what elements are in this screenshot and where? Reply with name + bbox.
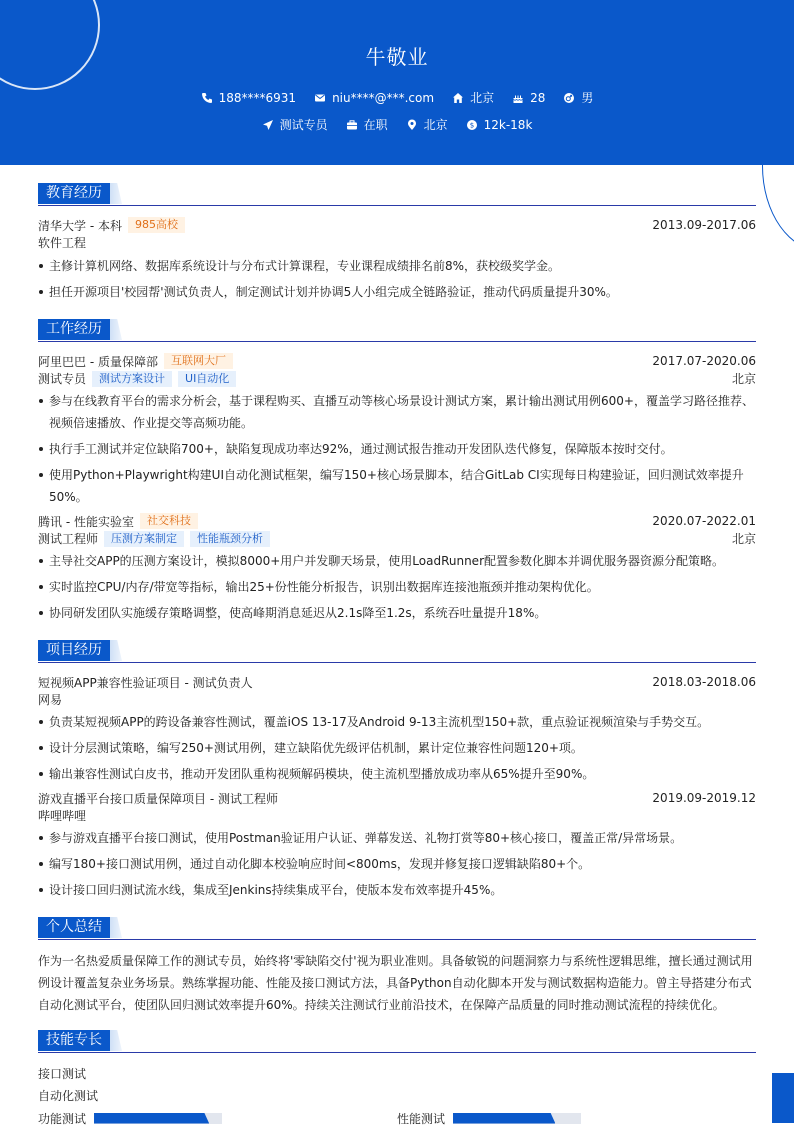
skill-tag: 测试方案设计	[92, 371, 172, 387]
school-name: 清华大学 - 本科	[38, 218, 122, 233]
city-text: 北京	[470, 91, 495, 105]
skill-bar-item	[38, 1110, 397, 1127]
company-name: 腾讯 - 性能实验室	[38, 514, 134, 529]
mail-icon	[314, 92, 326, 104]
section-header	[38, 319, 756, 342]
skills-section	[38, 1030, 756, 1129]
resume-header	[0, 0, 794, 165]
gender-item	[563, 89, 593, 106]
section-header	[38, 183, 756, 206]
skill-bar-fill	[94, 1113, 209, 1124]
decor-block	[772, 1073, 794, 1123]
project-company: 哔哩哔哩	[38, 809, 87, 823]
location-pin-icon	[406, 119, 418, 131]
candidate-name: 牛敬业	[365, 45, 429, 69]
section-title-tail	[110, 917, 122, 938]
work-section	[38, 319, 756, 624]
school-tag: 985高校	[128, 217, 185, 233]
status-item	[346, 116, 388, 133]
company-name: 阿里巴巴 - 质量保障部	[38, 354, 158, 369]
target-city-item	[406, 116, 448, 133]
skill-tag: UI自动化	[178, 371, 236, 387]
position-text: 测试专员	[279, 118, 328, 132]
project-entry-head	[38, 673, 756, 691]
major: 软件工程	[38, 236, 87, 250]
list-item: 输出兼容性测试白皮书，推动开发团队重构视频解码模块，使主流机型播放成功率从65%提升至90%。	[38, 763, 756, 785]
skill-bar-item	[397, 1110, 756, 1127]
briefcase-icon	[346, 119, 358, 131]
skill-bar-label: 功能测试	[38, 1111, 87, 1126]
role: 测试工程师	[38, 532, 99, 546]
gender-icon	[563, 92, 575, 104]
age-text: 28	[530, 90, 546, 105]
work-date: 2020.07-2022.01	[652, 514, 756, 528]
work-entry-head	[38, 352, 756, 370]
phone-icon	[201, 92, 213, 104]
project-date: 2019.09-2019.12	[652, 791, 756, 805]
email-text: niu****@***.com	[332, 90, 435, 105]
section-title: 工作经历	[38, 319, 110, 340]
section-title: 教育经历	[38, 183, 110, 204]
gender-text: 男	[581, 91, 594, 105]
list-item: 参与在线教育平台的需求分析会，基于课程购买、直播互动等核心场景设计测试方案，累计输出测试用例600+，覆盖学习路径推荐、 视频倍速播放、作业提交等高频功能。	[38, 390, 756, 434]
position-item	[262, 116, 328, 133]
section-title-tail	[110, 319, 122, 340]
send-icon	[262, 119, 274, 131]
contact-row	[0, 89, 794, 106]
resume-body	[38, 183, 756, 1139]
company-tag: 社交科技	[140, 513, 198, 529]
list-item: 主导社交APP的压测方案设计，模拟8000+用户并发聊天场景，使用LoadRunner配置参数化脚本并调优服务器资源分配策略。	[38, 550, 756, 572]
summary-text	[38, 950, 756, 1016]
project-section	[38, 640, 756, 901]
list-item: 负责某短视频APP的跨设备兼容性测试，覆盖iOS 13-17及Android 9-13主流机型150+款，重点验证视频渲染与手势交互。	[38, 711, 756, 733]
section-title: 个人总结	[38, 917, 110, 938]
phone-text: 188****6931	[218, 90, 297, 105]
salary-text: 12k-18k	[483, 117, 533, 132]
list-item: 设计接口回归测试流水线，集成至Jenkins持续集成平台，使版本发布效率提升45%。	[38, 879, 756, 901]
skill-bar-fill	[453, 1113, 555, 1124]
money-icon	[466, 119, 478, 131]
section-header	[38, 1030, 756, 1053]
work-location: 北京	[731, 372, 756, 386]
skill-tag: 压测方案制定	[104, 531, 184, 547]
salary-item	[466, 118, 533, 132]
role: 测试专员	[38, 372, 87, 386]
list-item: 担任开源项目'校园帮'测试负责人，制定测试计划并协调5人小组完成全链路验证，推动代码质量提升30%。	[38, 281, 756, 303]
list-item: 设计分层测试策略，编写250+测试用例，建立缺陷优先级评估机制，累计定位兼容性问题120+项。	[38, 737, 756, 759]
project-entry-head	[38, 789, 756, 807]
list-item: 编写180+接口测试用例，通过自动化脚本校验响应时间<800ms，发现并修复接口逻辑缺陷80+个。	[38, 853, 756, 875]
skill-text-item: 接口测试	[38, 1067, 87, 1081]
skill-text-item: 自动化测试	[38, 1089, 99, 1103]
skill-tag: 性能瓶颈分析	[190, 531, 270, 547]
city-item	[452, 89, 494, 106]
target-city-text: 北京	[423, 118, 448, 132]
work-location: 北京	[731, 532, 756, 546]
section-title-tail	[110, 1030, 122, 1051]
list-item: 协同研发团队实施缓存策略调整，使高峰期消息延迟从2.1s降至1.2s，系统吞吐量提升18%。	[38, 602, 756, 624]
education-date: 2013.09-2017.06	[652, 218, 756, 232]
project-company: 网易	[38, 693, 63, 707]
email-item	[314, 91, 434, 105]
skill-bar-track	[94, 1113, 222, 1124]
age-item	[512, 91, 545, 105]
work-bullets	[38, 390, 756, 508]
skill-bars-row	[38, 1107, 756, 1129]
summary-line: 作为一名热爱质量保障工作的测试专员，始终将'零缺陷交付'视为职业准则。具备敏锐的问题洞察力与系统性逻辑思维，擅长通过测试用	[38, 954, 753, 968]
list-item: 使用Python+Playwright构建UI自动化测试框架，编写150+核心场景脚本，结合GitLab CI实现每日构建验证，回归测试效率提升50%。	[38, 464, 756, 508]
work-date: 2017.07-2020.06	[652, 354, 756, 368]
section-title-tail	[110, 183, 122, 204]
section-header	[38, 640, 756, 663]
section-title: 项目经历	[38, 640, 110, 661]
project-bullets	[38, 711, 756, 785]
project-date: 2018.03-2018.06	[652, 675, 756, 689]
cake-icon	[512, 92, 524, 104]
summary-section	[38, 917, 756, 1016]
skill-bar-track	[453, 1113, 581, 1124]
project-title: 短视频APP兼容性验证项目 - 测试负责人	[38, 675, 253, 690]
list-item: 执行手工测试并定位缺陷700+，缺陷复现成功率达92%，通过测试报告推动开发团队迭代修复，保障版本按时交付。	[38, 438, 756, 460]
education-section	[38, 183, 756, 303]
phone-item	[201, 91, 296, 105]
status-text: 在职	[363, 118, 388, 132]
home-icon	[452, 92, 464, 104]
project-bullets	[38, 827, 756, 901]
summary-line: 例设计覆盖复杂业务场景。熟练掌握功能、性能及接口测试方法，具备Python自动化脚本开发与测试数据构造能力。曾主导搭建分布式	[38, 976, 752, 990]
svg-text:$: $	[469, 121, 474, 130]
list-item: 参与游戏直播平台接口测试，使用Postman验证用户认证、弹幕发送、礼物打赏等80+核心接口，覆盖正常/异常场景。	[38, 827, 756, 849]
list-item: 实时监控CPU/内存/带宽等指标，输出25+份性能分析报告，识别出数据库连接池瓶颈并推动架构优化。	[38, 576, 756, 598]
company-tag: 互联网大厂	[164, 353, 233, 369]
work-role-line	[38, 530, 756, 548]
work-entry-head	[38, 512, 756, 530]
intent-row	[0, 116, 794, 133]
summary-line: 自动化测试平台，使团队回归测试效率提升60%。持续关注测试行业前沿技术，在保障产品质量的同时推动测试流程的持续优化。	[38, 998, 725, 1012]
section-title: 技能专长	[38, 1030, 110, 1051]
section-title-tail	[110, 640, 122, 661]
project-title: 游戏直播平台接口质量保障项目 - 测试工程师	[38, 791, 278, 806]
work-role-line	[38, 370, 756, 388]
work-bullets	[38, 550, 756, 624]
education-entry-head	[38, 216, 756, 234]
section-header	[38, 917, 756, 940]
list-item: 主修计算机网络、数据库系统设计与分布式计算课程，专业课程成绩排名前8%，获校级奖学金。	[38, 255, 756, 277]
skill-bar-label: 性能测试	[397, 1111, 446, 1126]
education-bullets	[38, 255, 756, 303]
